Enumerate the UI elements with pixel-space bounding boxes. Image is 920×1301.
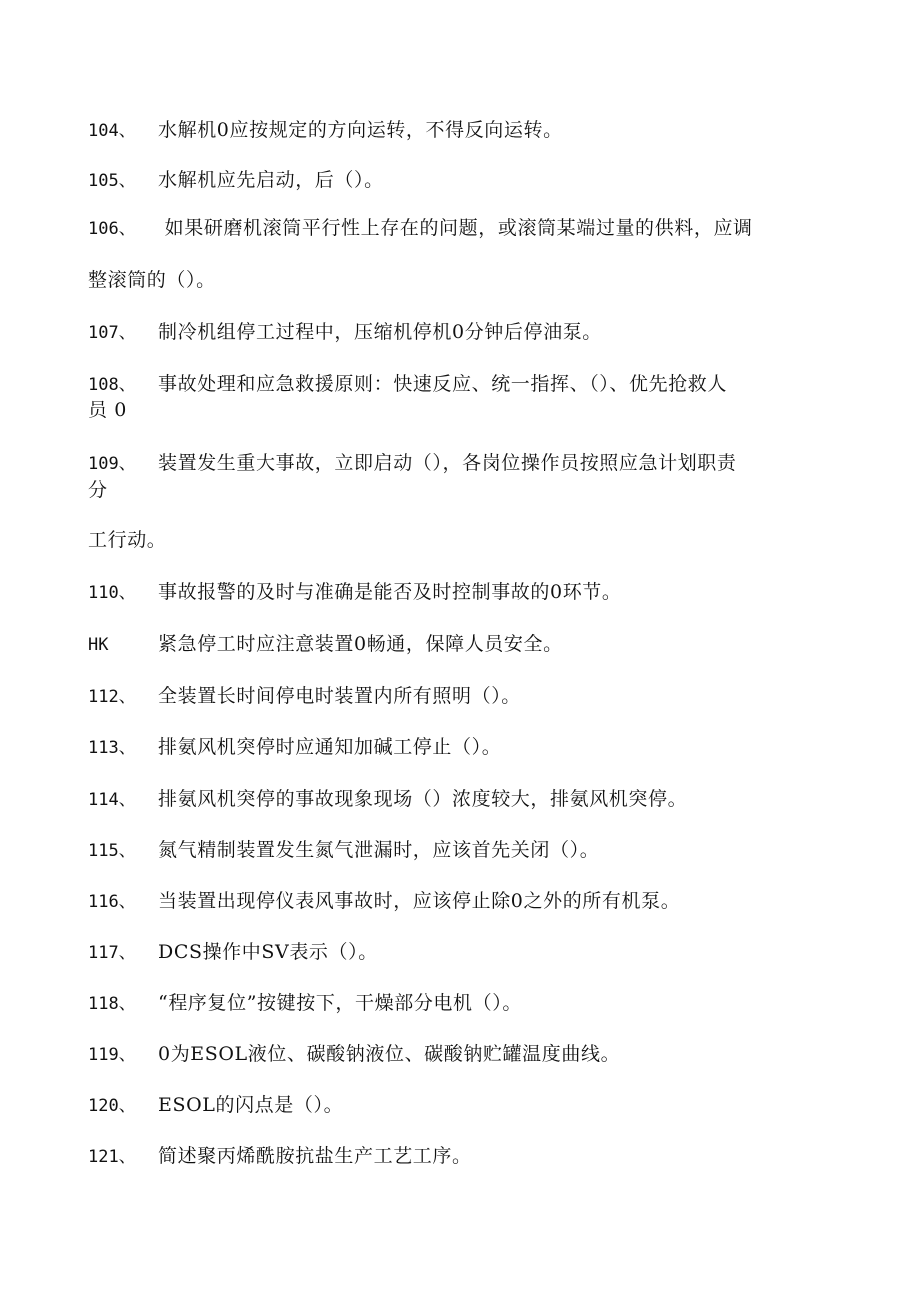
question-106 (88, 217, 753, 240)
question-112 (88, 685, 521, 708)
question-text: 排氨风机突停时应通知加碱工停止（）。 (158, 736, 502, 758)
question-text: 简述聚丙烯酰胺抗盐生产工艺工序。 (158, 1145, 472, 1167)
question-109 (88, 452, 737, 475)
question-text: 紧急停工时应注意装置0畅通，保障人员安全。 (158, 633, 563, 655)
question-109-continuation: 分 (88, 479, 108, 501)
question-number: HK (88, 635, 109, 655)
question-number: 105、 (88, 171, 136, 191)
question-number: 116、 (88, 892, 136, 912)
question-text: “程序复位”按键按下，干燥部分电机（）。 (158, 992, 522, 1014)
question-number: 107、 (88, 323, 136, 343)
question-number: 109、 (88, 454, 136, 474)
question-108 (88, 373, 727, 396)
question-text: 制冷机组停工过程中，压缩机停机0分钟后停油泵。 (158, 321, 602, 343)
question-119 (88, 1043, 620, 1066)
question-number: 117、 (88, 943, 136, 963)
question-number: 121、 (88, 1147, 136, 1167)
question-104 (88, 119, 563, 142)
question-120 (88, 1094, 343, 1117)
question-number: 106、 (88, 219, 136, 239)
question-number: 115、 (88, 841, 136, 861)
question-text: 如果研磨机滚筒平行性上存在的问题，或滚筒某端过量的供料，应调 (158, 217, 753, 239)
question-text: 水解机应先启动，后（）。 (158, 169, 384, 191)
question-text: DCS操作中SV表示（）。 (158, 941, 378, 963)
question-107 (88, 321, 602, 344)
question-text: 全装置长时间停电时装置内所有照明（）。 (158, 685, 521, 707)
question-text: 当装置出现停仪表风事故时，应该停止除0之外的所有机泵。 (158, 890, 681, 912)
question-105 (88, 169, 384, 192)
question-109-continuation-2: 工行动。 (88, 529, 167, 551)
question-number: 108、 (88, 375, 136, 395)
question-117 (88, 941, 378, 964)
question-text: 事故处理和应急救援原则：快速反应、统一指挥、（）、优先抢救人 (158, 373, 728, 395)
question-118 (88, 992, 522, 1015)
question-number: 110、 (88, 583, 136, 603)
question-116 (88, 890, 680, 913)
question-121 (88, 1145, 472, 1168)
question-text: ESOL的闪点是（）。 (158, 1094, 344, 1116)
question-text: 0为ESOL液位、碳酸钠液位、碳酸钠贮罐温度曲线。 (158, 1043, 621, 1065)
question-number: 118、 (88, 994, 136, 1014)
question-number: 112、 (88, 687, 136, 707)
question-114 (88, 788, 687, 811)
question-111 (88, 633, 563, 656)
question-108-continuation: 员 0 (88, 399, 127, 421)
question-110 (88, 581, 622, 604)
question-text: 水解机0应按规定的方向运转，不得反向运转。 (158, 119, 563, 141)
question-number: 104、 (88, 121, 136, 141)
question-number: 120、 (88, 1096, 136, 1116)
question-number: 113、 (88, 738, 136, 758)
question-113 (88, 736, 501, 759)
question-number: 114、 (88, 790, 136, 810)
question-text: 排氨风机突停的事故现象现场（）浓度较大，排氨风机突停。 (158, 788, 688, 810)
question-text: 装置发生重大事故，立即启动（），各岗位操作员按照应急计划职责 (158, 452, 737, 474)
question-text: 氮气精制装置发生氮气泄漏时，应该首先关闭（）。 (158, 839, 600, 861)
question-text: 事故报警的及时与准确是能否及时控制事故的0环节。 (158, 581, 622, 603)
question-115 (88, 839, 599, 862)
question-number: 119、 (88, 1045, 136, 1065)
question-106-continuation: 整滚筒的（）。 (88, 269, 216, 291)
